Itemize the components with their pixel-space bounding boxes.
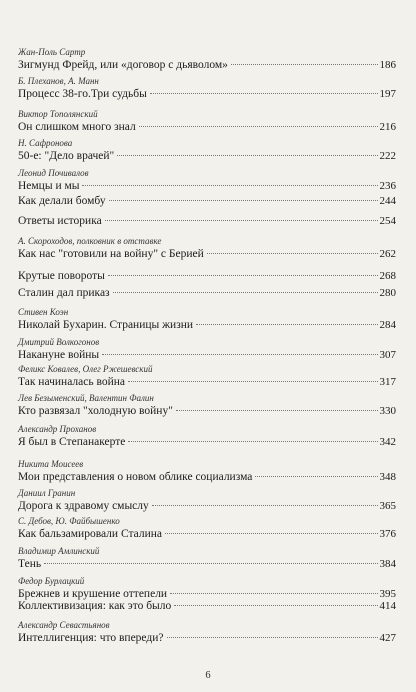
toc-author: Владимир Амлинский [18, 546, 100, 556]
toc-line [18, 470, 396, 485]
toc-title: Мои представления о новом облике социализма [18, 471, 253, 483]
toc-entry [18, 138, 396, 164]
toc-entry [18, 424, 396, 450]
toc-entry [18, 109, 396, 135]
toc-entry [18, 516, 396, 542]
leader-dots [167, 637, 378, 638]
toc-entry [18, 76, 396, 102]
toc-page-number: 268 [379, 270, 396, 282]
toc-entry [18, 459, 396, 485]
toc-line [18, 179, 396, 194]
toc-page-number: 280 [379, 287, 396, 299]
toc-line [18, 631, 396, 646]
toc-entry [18, 488, 396, 514]
toc-title: Как нас "готовили на войну" с Берией [18, 248, 204, 260]
toc-author: Леонид Почивалов [18, 168, 89, 178]
toc-page-number: 384 [379, 558, 396, 570]
leader-dots [109, 200, 378, 201]
toc-line [18, 286, 396, 301]
leader-dots [108, 275, 378, 276]
toc-page-number: 376 [379, 528, 396, 540]
leader-dots [207, 253, 378, 254]
toc-title: Сталин дал приказ [18, 287, 110, 299]
toc-title: Как делали бомбу [18, 195, 106, 207]
toc-line [18, 194, 396, 209]
toc-entry [18, 364, 396, 390]
toc-author: Виктор Тополянский [18, 109, 98, 119]
toc-page-number: 262 [379, 248, 396, 260]
toc-author: Стивен Коэн [18, 307, 69, 317]
toc-line [18, 318, 396, 333]
toc-line [18, 527, 396, 542]
leader-dots [176, 410, 378, 411]
toc-title: Коллективизация: как это было [18, 600, 172, 612]
toc-title: Процесс 38-го.Три судьбы [18, 88, 147, 100]
toc-page-number: 348 [379, 471, 396, 483]
toc-line [18, 435, 396, 450]
toc-entry [18, 393, 396, 419]
toc-page-number: 284 [379, 319, 396, 331]
toc-author: А. Скороходов, полковник в отставке [18, 236, 162, 246]
toc-page-number: 197 [379, 88, 396, 100]
toc-author: Феликс Ковалев, Олег Ржешевский [18, 364, 153, 374]
toc-line [18, 247, 396, 262]
leader-dots [139, 126, 378, 127]
toc-page-number: 222 [379, 150, 396, 162]
toc-entry [18, 620, 396, 646]
toc-title: Крутые повороты [18, 270, 105, 282]
toc-line [18, 375, 396, 390]
toc-title: Дорога к здравому смыслу [18, 500, 149, 512]
toc-entry [18, 236, 396, 262]
toc-entry [18, 214, 396, 229]
toc-line [18, 87, 396, 102]
page-number: 6 [205, 670, 211, 681]
toc-entry [18, 194, 396, 209]
toc-entry [18, 546, 396, 572]
toc-author: Б. Плеханов, А. Манн [18, 76, 99, 86]
toc-page-number: 236 [379, 180, 396, 192]
toc-title: Ответы историка [18, 215, 102, 227]
toc-title: Николай Бухарин. Страницы жизни [18, 319, 194, 331]
toc-author: Лев Безыменский, Валентин Фалин [18, 393, 154, 403]
toc-title: Интеллигенция: что впереди? [18, 632, 164, 644]
toc-line [18, 404, 396, 419]
leader-dots [105, 220, 378, 221]
toc-author: Дмитрий Волкогонов [18, 337, 100, 347]
leader-dots [152, 505, 378, 506]
toc-line [18, 120, 396, 135]
toc-page-number: 395 [379, 588, 396, 600]
leader-dots [128, 441, 377, 442]
leader-dots [113, 292, 378, 293]
toc-line [18, 269, 396, 284]
leader-dots [174, 605, 377, 606]
toc-author: Федор Бурлацкий [18, 576, 85, 586]
toc-title: Зигмунд Фрейд, или «договор с дьяволом» [18, 59, 228, 71]
toc-page-number: 216 [379, 121, 396, 133]
toc-line [18, 557, 396, 572]
toc-entry [18, 269, 396, 284]
toc-page-number: 427 [379, 632, 396, 644]
toc-entry [18, 599, 396, 614]
toc-title: Кто развязал "холодную войну" [18, 405, 173, 417]
leader-dots [165, 533, 378, 534]
leader-dots [255, 476, 377, 477]
toc-author: Жан-Поль Сартр [18, 47, 86, 57]
toc-line [18, 348, 396, 363]
toc-page-number: 365 [379, 500, 396, 512]
toc-author: Александр Севастьянов [18, 620, 110, 630]
toc-page-number: 186 [379, 59, 396, 71]
leader-dots [150, 93, 378, 94]
toc-title: Брежнев и крушение оттепели [18, 588, 168, 600]
toc-entry [18, 168, 396, 194]
toc-title: Как бальзамировали Сталина [18, 528, 162, 540]
leader-dots [170, 593, 377, 594]
leader-dots [231, 64, 378, 65]
leader-dots [117, 155, 377, 156]
leader-dots [82, 185, 377, 186]
toc-line [18, 214, 396, 229]
toc-page-number: 254 [379, 215, 396, 227]
toc-page-number: 307 [379, 349, 396, 361]
toc-title: Так начиналась война [18, 376, 125, 388]
toc-author: Н. Сафронова [18, 138, 73, 148]
toc-page-number: 414 [379, 600, 396, 612]
leader-dots [102, 354, 377, 355]
toc-title: Немцы и мы [18, 180, 80, 192]
toc-line [18, 599, 396, 614]
toc-author: Никита Моисеев [18, 459, 84, 469]
toc-entry [18, 47, 396, 73]
toc-title: Он слишком много знал [18, 121, 136, 133]
toc-page-number: 244 [379, 195, 396, 207]
toc-entry [18, 337, 396, 363]
toc-line [18, 149, 396, 164]
toc-page-number: 330 [379, 405, 396, 417]
toc-page-number: 317 [379, 376, 396, 388]
toc-entry [18, 307, 396, 333]
toc-line [18, 58, 396, 73]
toc-title: Я был в Степанакерте [18, 436, 126, 448]
toc-line [18, 499, 396, 514]
toc-author: Даниил Гранин [18, 488, 76, 498]
toc-entry [18, 286, 396, 301]
leader-dots [196, 324, 377, 325]
toc-title: Накануне войны [18, 349, 100, 361]
toc-title: Тень [18, 558, 42, 570]
toc-title: 50-е: "Дело врачей" [18, 150, 115, 162]
toc-author: Александр Проханов [18, 424, 97, 434]
leader-dots [128, 381, 378, 382]
toc-author: С. Дебов, Ю. Файбышенко [18, 516, 120, 526]
leader-dots [44, 563, 377, 564]
toc-page-number: 342 [379, 436, 396, 448]
